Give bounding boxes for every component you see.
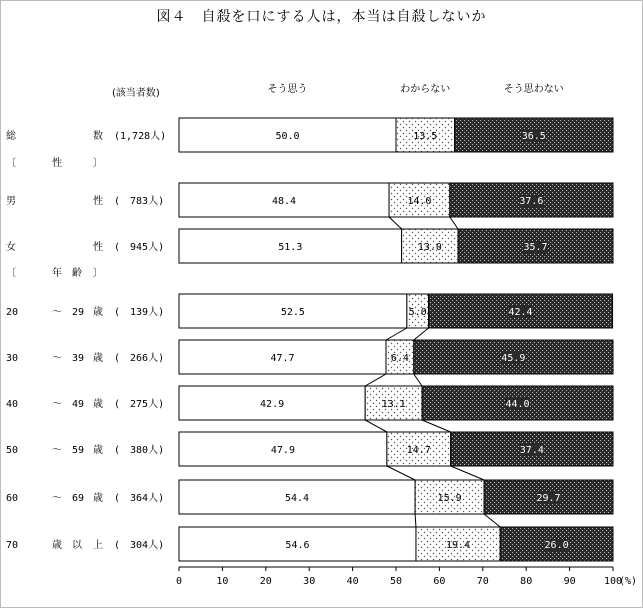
row-label-start: 女 [6,242,16,253]
row-label-middle: 年 齢 [52,268,82,279]
value-label: 29.7 [536,493,561,504]
row-count: ( 266人) [114,353,165,364]
row-label-start: 〔 [6,268,16,279]
value-label: 26.0 [544,540,569,551]
x-tick-label: 80 [520,576,533,587]
legend-entry: そう思わない [503,84,564,95]
value-label: 54.4 [285,493,310,504]
row-label-middle: 歳 以 [52,540,82,551]
chart-title: 図４ 自殺を口にする人は，本当は自殺しないか [156,9,487,25]
value-label: 36.5 [521,131,546,142]
row-label-start: 総 [6,131,16,142]
connector-line [414,328,429,340]
row-count: ( 139人) [114,307,165,318]
value-label: 45.9 [501,353,526,364]
value-label: 37.4 [519,445,544,456]
row-label-middle: ～ 69 [52,493,85,504]
connector-line [387,466,415,480]
row-label-end: 歳 [93,493,103,504]
x-tick-label: 0 [175,576,183,587]
row-label-end: 性 [93,196,103,207]
connector-line [386,328,407,340]
value-label: 6.4 [390,353,409,364]
value-label: 13.0 [417,242,442,253]
connector-line [450,217,458,229]
row-label-end: 歳 [93,445,103,456]
row-label-end: 歳 [93,399,103,410]
row-label-end: 〕 [93,158,103,169]
bars [179,118,613,561]
value-label: 42.9 [260,399,285,410]
value-label: 44.0 [505,399,530,410]
connector-line [365,420,387,432]
row-count: ( 275人) [114,399,165,410]
row-label-middle: ～ 59 [52,445,85,456]
value-label: 37.6 [519,196,544,207]
legend-entry: わからない [400,84,451,95]
value-label: 19.4 [446,540,471,551]
x-tick-label: 10 [216,576,229,587]
count-header: (該当者数) [112,88,160,99]
value-label: 48.4 [271,196,297,207]
x-axis [176,567,637,587]
row-label-start: 30 [6,353,19,364]
connector-line [389,217,402,229]
connector-line [451,466,484,480]
row-label-end: 上 [93,540,103,551]
row-count: ( 364人) [114,493,165,504]
x-tick-label: 40 [346,576,359,587]
x-tick-label: 20 [259,576,272,587]
value-label: 15.9 [437,493,462,504]
value-label: 13.5 [413,131,438,142]
connector-line [365,374,386,386]
row-count: ( 783人) [114,196,165,207]
connector-line [414,374,422,386]
connector-line [484,514,500,527]
row-label-end: 〕 [93,268,103,279]
legend-entry: そう思う [267,84,308,95]
x-tick-label: 50 [389,576,403,587]
x-tick-label: 70 [476,576,489,587]
x-tick-label: 100 [603,576,623,587]
value-label: 52.5 [280,307,305,318]
connector-line [415,514,416,527]
value-label: 50.0 [275,131,300,142]
row-count: (1,728人) [114,131,167,142]
value-label: 54.6 [285,540,310,551]
value-label: 13.1 [381,399,406,410]
row-label-end: 性 [93,242,103,253]
row-count: ( 945人) [114,242,165,253]
value-label: 51.3 [278,242,303,253]
value-label: 47.7 [270,353,295,364]
value-label: 14.7 [406,445,431,456]
row-label-middle: ～ 29 [52,307,85,318]
row-label-end: 数 [93,131,103,142]
value-label: 42.4 [508,307,533,318]
value-label: 14.0 [407,196,432,207]
row-label-start: 60 [6,493,19,504]
row-label-end: 歳 [93,353,103,364]
value-label: 5.0 [408,307,427,318]
value-label: 35.7 [523,242,548,253]
x-unit-label: (%) [619,576,638,587]
row-label-start: 20 [6,307,19,318]
x-tick-label: 60 [433,576,446,587]
x-tick-label: 90 [563,576,576,587]
row-label-middle: 性 [52,158,62,169]
row-label-start: 70 [6,540,19,551]
row-label-start: 40 [6,399,19,410]
row-label-start: 50 [6,445,19,456]
value-label: 47.9 [270,445,295,456]
legend [268,83,564,95]
row-label-middle: ～ 49 [52,399,85,410]
x-tick-label: 30 [303,576,316,587]
row-label-middle: ～ 39 [52,353,85,364]
row-count: ( 380人) [114,445,165,456]
row-label-start: 〔 [6,158,16,169]
connector-line [422,420,451,432]
row-label-end: 歳 [93,307,103,318]
row-count: ( 304人) [114,540,165,551]
row-label-start: 男 [6,196,16,207]
row-labels [6,129,166,551]
